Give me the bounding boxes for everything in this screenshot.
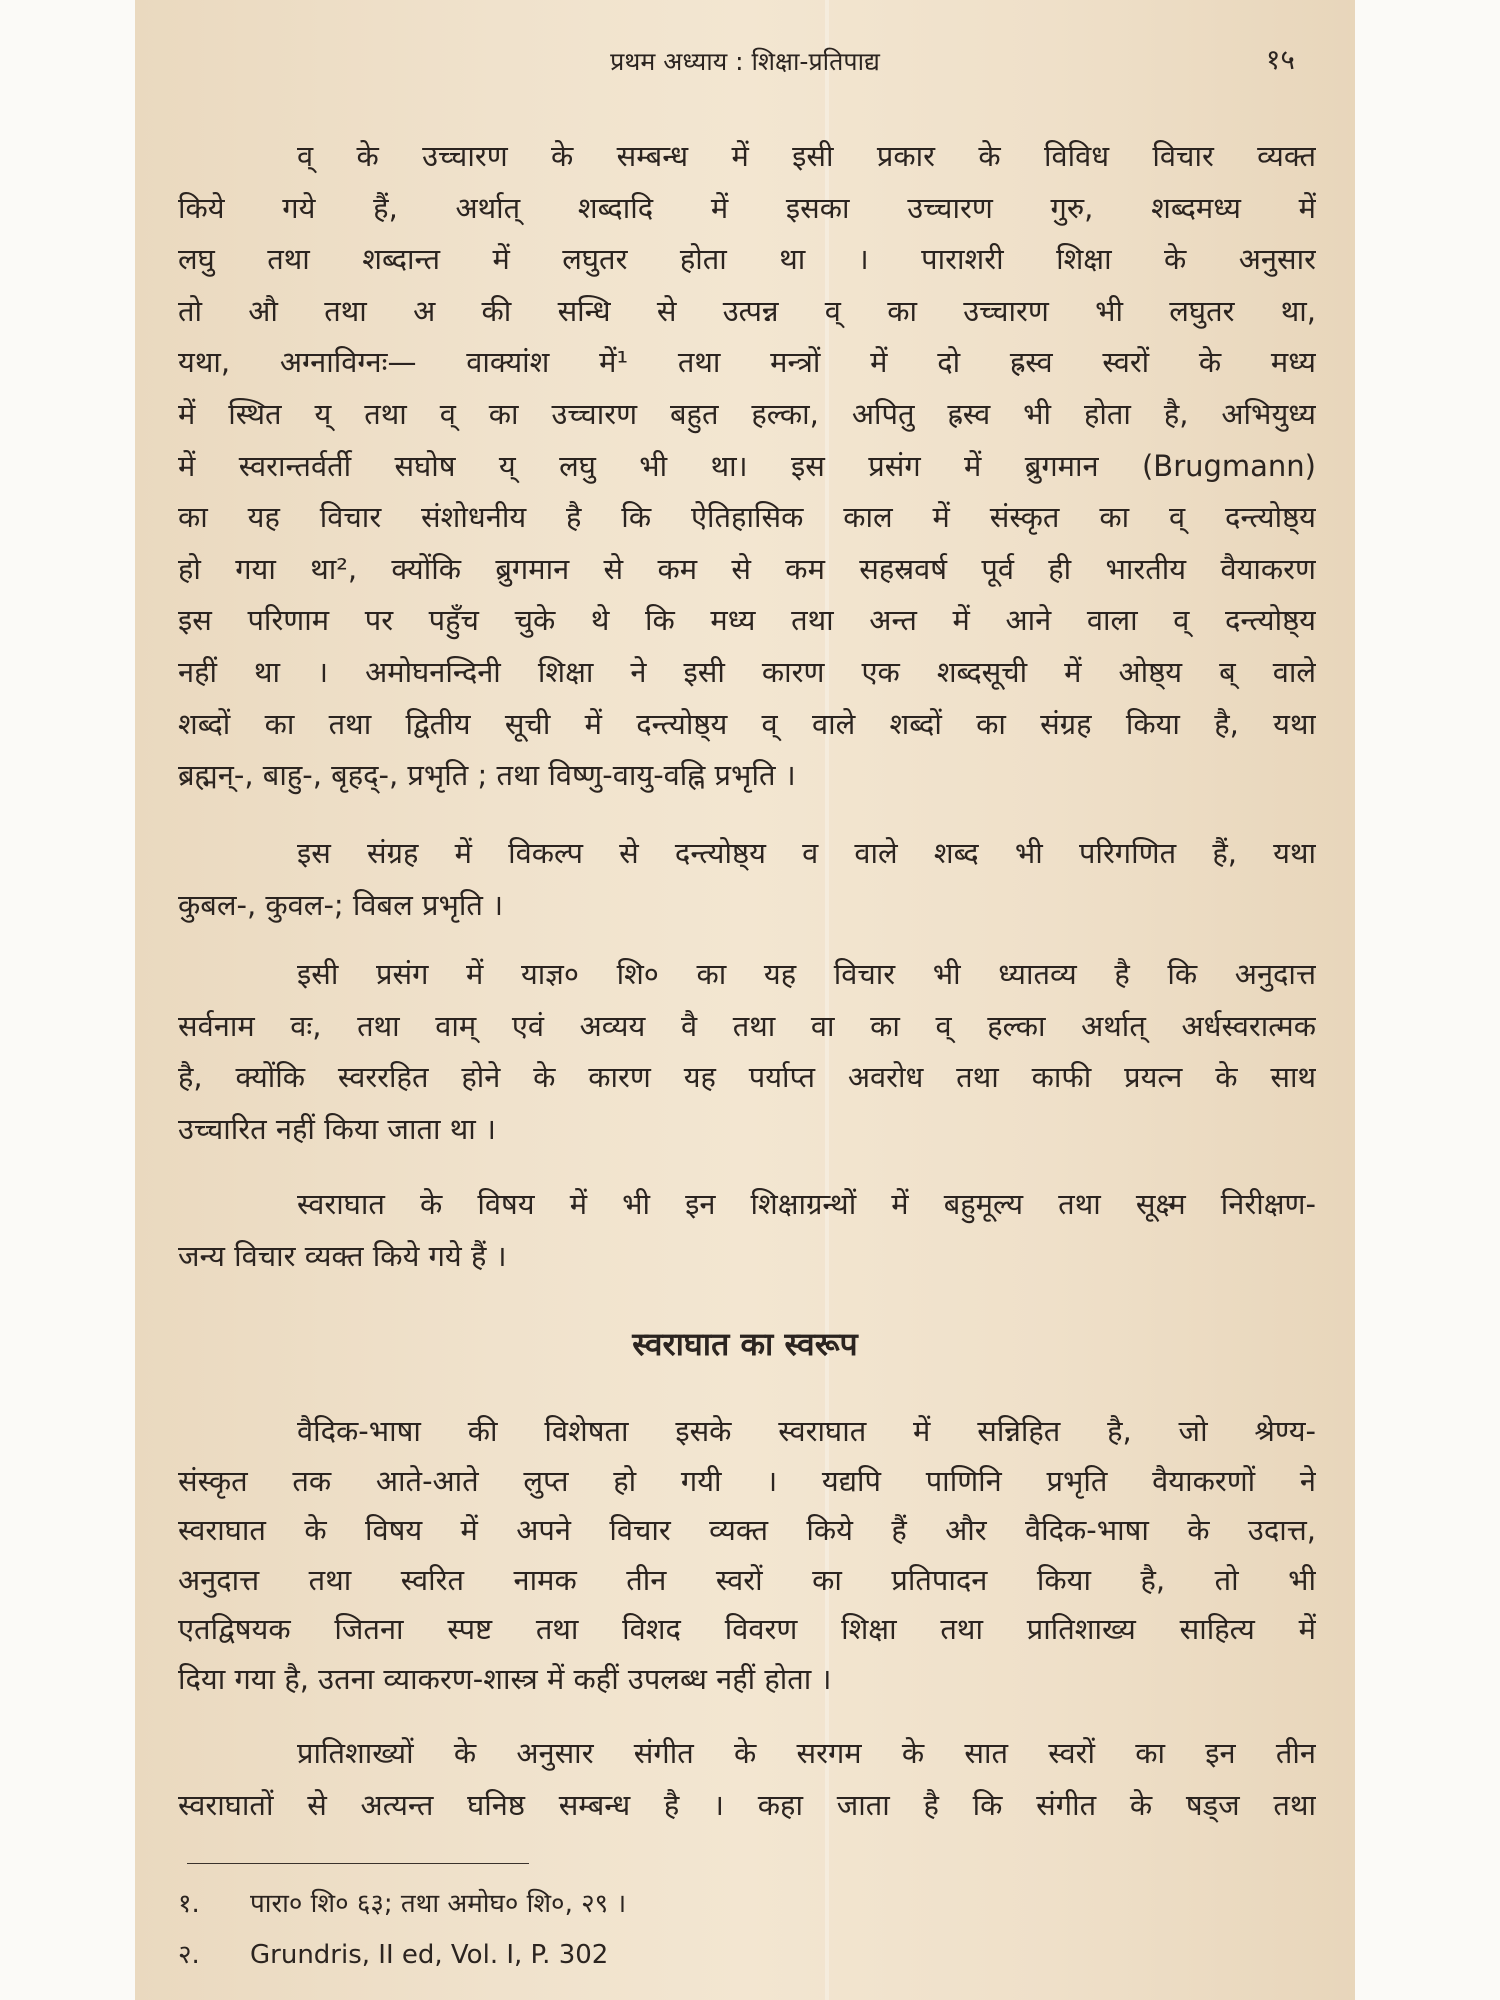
footnote-text: पारा० शि० ६३; तथा अमोघ० शि०, २९ ।	[250, 1889, 627, 1919]
footnote-text: Grundris, II ed, Vol. I, P. 302	[250, 1940, 609, 1970]
text-line: संस्कृत तक आते-आते लुप्त हो गयी । यद्यपि पाणिनि प्रभृति वैयाकरणों ने	[178, 1463, 1316, 1498]
text-line: सर्वनाम वः, तथा वाम् एवं अव्यय वै तथा वा का व् हल्का अर्थात् अर्धस्वरात्मक	[178, 1008, 1316, 1043]
text-line: प्रातिशाख्यों के अनुसार संगीत के सरगम के सात स्वरों का इन तीन	[297, 1736, 1316, 1770]
footnote-2	[178, 1935, 608, 1971]
text-line: हो गया था², क्योंकि ब्रुगमान से कम से कम सहस्रवर्ष पूर्व ही भारतीय वैयाकरण	[178, 551, 1316, 586]
book-page	[135, 0, 1355, 2000]
text-line: जन्य विचार व्यक्त किये गये हैं ।	[178, 1238, 507, 1273]
paragraph-2	[178, 828, 1316, 931]
page-number: १५	[1265, 43, 1295, 76]
text-line: अनुदात्त तथा स्वरित नामक तीन स्वरों का प्रतिपादन किया है, तो भी	[178, 1562, 1316, 1597]
paragraph-5	[178, 1407, 1316, 1704]
paragraph-1	[178, 131, 1316, 802]
paragraph-3	[178, 949, 1316, 1155]
text-line: स्वराघात के विषय में अपने विचार व्यक्त किये हैं और वैदिक-भाषा के उदात्त,	[178, 1513, 1316, 1547]
text-line: नहीं था । अमोघनन्दिनी शिक्षा ने इसी कारण एक शब्दसूची में ओष्ठ्य ब् वाले	[178, 654, 1316, 689]
text-line: इसी प्रसंग में याज्ञ० शि० का यह विचार भी ध्यातव्य है कि अनुदात्त	[297, 957, 1316, 991]
paragraph-4	[178, 1179, 1316, 1282]
text-line: शब्दों का तथा द्वितीय सूची में दन्त्योष्ठ्य व् वाले शब्दों का संग्रह किया है, यथा	[178, 706, 1316, 741]
text-line: तो औ तथा अ की सन्धि से उत्पन्न व् का उच्चारण भी लघुतर था,	[178, 293, 1316, 328]
text-line: कुबल-, कुवल-; विबल प्रभृति ।	[178, 887, 504, 922]
text-line: यथा, अग्नाविग्नः— वाक्यांश में¹ तथा मन्त्रों में दो ह्रस्व स्वरों के मध्य	[178, 345, 1316, 380]
text-line: स्वराघातों से अत्यन्त घनिष्ठ सम्बन्ध है । कहा जाता है कि संगीत के षड्ज तथा	[178, 1787, 1316, 1822]
paragraph-6	[178, 1728, 1316, 1831]
text-line: है, क्योंकि स्वररहित होने के कारण यह पर्याप्त अवरोध तथा काफी प्रयत्न के साथ	[178, 1060, 1316, 1095]
text-line: इस संग्रह में विकल्प से दन्त्योष्ठ्य व वाले शब्द भी परिगणित हैं, यथा	[297, 836, 1316, 870]
text-line: वैदिक-भाषा की विशेषता इसके स्वराघात में सन्निहित है, जो श्रेण्य-	[297, 1414, 1316, 1448]
footnote-1	[178, 1884, 626, 1920]
text-line: व् के उच्चारण के सम्बन्ध में इसी प्रकार के विविध विचार व्यक्त	[297, 139, 1316, 173]
text-line: ब्रह्मन्-, बाहु-, बृहद्-, प्रभृति ; तथा विष्णु-वायु-वह्नि प्रभृति ।	[178, 758, 796, 793]
text-line: एतद्विषयक जितना स्पष्ट तथा विशद विवरण शिक्षा तथा प्रातिशाख्य साहित्य में	[178, 1612, 1316, 1646]
text-line: दिया गया है, उतना व्याकरण-शास्त्र में कहीं उपलब्ध नहीं होता ।	[178, 1661, 832, 1696]
text-line: का यह विचार संशोधनीय है कि ऐतिहासिक काल में संस्कृत का व् दन्त्योष्ठ्य	[178, 500, 1316, 535]
text-line: उच्चारित नहीं किया जाता था ।	[178, 1111, 496, 1146]
footnote-number: १.	[178, 1889, 200, 1919]
text-line: में स्थित य् तथा व् का उच्चारण बहुत हल्का, अपितु ह्रस्व भी होता है, अभियुध्य	[178, 396, 1316, 431]
section-heading: स्वराघात का स्वरूप	[632, 1325, 858, 1363]
text-line: किये गये हैं, अर्थात् शब्दादि में इसका उच्चारण गुरु, शब्दमध्य में	[178, 190, 1316, 225]
text-line: स्वराघात के विषय में भी इन शिक्षाग्रन्थों में बहुमूल्य तथा सूक्ष्म निरीक्षण-	[297, 1187, 1316, 1221]
running-header: प्रथम अध्याय : शिक्षा-प्रतिपाद्य	[610, 47, 880, 76]
text-line: में स्वरान्तर्वर्ती सघोष य् लघु भी था। इस प्रसंग में ब्रुगमान (Brugmann)	[178, 448, 1316, 483]
footnote-divider	[187, 1863, 529, 1864]
text-line: लघु तथा शब्दान्त में लघुतर होता था । पाराशरी शिक्षा के अनुसार	[178, 242, 1316, 277]
text-line: इस परिणाम पर पहुँच चुके थे कि मध्य तथा अन्त में आने वाला व् दन्त्योष्ठ्य	[178, 603, 1316, 638]
footnote-number: २.	[178, 1940, 200, 1970]
